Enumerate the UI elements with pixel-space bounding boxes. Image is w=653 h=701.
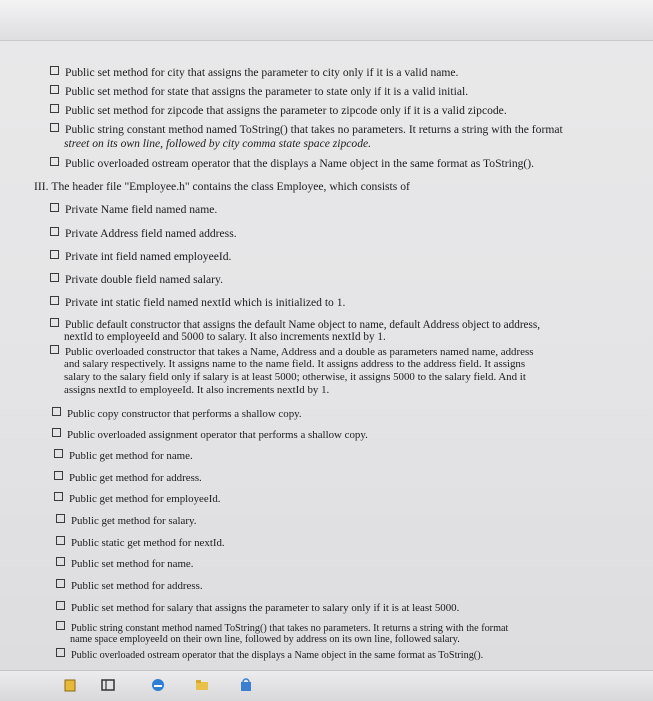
list-item: Public set method for name.	[56, 557, 194, 572]
checkbox-icon	[50, 66, 59, 75]
checkbox-icon	[50, 345, 59, 354]
checkbox-icon	[56, 648, 65, 657]
list-item-continuation: and salary respectively. It assigns name to the name field. It assigns address to the address field. It assigns	[64, 358, 526, 370]
checkbox-icon	[56, 621, 65, 630]
list-item: Private Address field named address.	[50, 227, 237, 241]
checkbox-icon	[50, 296, 59, 305]
list-item: Private int static field named nextId which is initialized to 1.	[50, 296, 345, 310]
list-item: Public copy constructor that performs a shallow copy.	[52, 407, 302, 422]
window-top-bar	[0, 0, 653, 41]
list-item: Public set method for address.	[56, 579, 203, 594]
store-icon[interactable]	[238, 677, 254, 693]
checkbox-icon	[56, 557, 65, 566]
checkbox-icon	[50, 104, 59, 113]
list-item: Public get method for salary.	[56, 514, 196, 529]
list-item: Public get method for name.	[54, 449, 193, 464]
list-item: Public default constructor that assigns the default Name object to name, default Address object to address,	[50, 318, 540, 333]
checkbox-icon	[50, 318, 59, 327]
list-item-continuation: nextId to employeeId and 5000 to salary. It also increments nextId by 1.	[64, 331, 386, 343]
list-item: Public get method for address.	[54, 471, 202, 486]
edge-browser-icon[interactable]	[150, 677, 166, 693]
list-item: Public set method for salary that assigns the parameter to salary only if it is at least 5000.	[56, 601, 459, 616]
list-item: Private int field named employeeId.	[50, 250, 231, 264]
checkbox-icon	[50, 250, 59, 259]
checkbox-icon	[56, 514, 65, 523]
checkbox-icon	[56, 579, 65, 588]
list-item-continuation: assigns nextId to employeeId. It also increments nextId by 1.	[64, 384, 330, 396]
list-item: Public static get method for nextId.	[56, 536, 225, 551]
list-item: Public set method for city that assigns the parameter to city only if it is a valid name.	[50, 66, 458, 80]
document-page	[0, 40, 653, 670]
checkbox-icon	[50, 203, 59, 212]
task-view-icon[interactable]	[100, 677, 116, 693]
checkbox-icon	[54, 492, 63, 501]
checkbox-icon	[50, 227, 59, 236]
checkbox-icon	[52, 407, 61, 416]
checkbox-icon	[50, 157, 59, 166]
list-item: Public set method for state that assigns the parameter to state only if it is a valid initial.	[50, 85, 468, 99]
taskbar-app-icon[interactable]	[62, 677, 78, 693]
list-item: Public overloaded ostream operator that the displays a Name object in the same format as ToString().	[50, 157, 534, 171]
checkbox-icon	[56, 536, 65, 545]
list-item: Public set method for zipcode that assigns the parameter to zipcode only if it is a valid zipcode.	[50, 104, 507, 118]
list-item: Public overloaded assignment operator that performs a shallow copy.	[52, 428, 368, 443]
checkbox-icon	[50, 273, 59, 282]
list-item: Public string constant method named ToString() that takes no parameters. It returns a string with the format	[56, 621, 508, 636]
checkbox-icon	[56, 601, 65, 610]
list-item: Public overloaded constructor that takes a Name, Address and a double as parameters named name, address	[50, 345, 533, 360]
checkbox-icon	[50, 85, 59, 94]
list-item-continuation: street on its own line, followed by city comma state space zipcode.	[64, 137, 372, 150]
section-heading: III. The header file "Employee.h" contains the class Employee, which consists of	[34, 180, 410, 193]
taskbar	[0, 670, 653, 701]
list-item: Private Name field named name.	[50, 203, 217, 217]
checkbox-icon	[50, 123, 59, 132]
checkbox-icon	[52, 428, 61, 437]
list-item: Private double field named salary.	[50, 273, 223, 287]
list-item-continuation: salary to the salary field only if salary is at least 5000; otherwise, it assigns 5000 to the salary field. And it	[64, 371, 526, 383]
list-item: Public get method for employeeId.	[54, 492, 221, 507]
checkbox-icon	[54, 471, 63, 480]
checkbox-icon	[54, 449, 63, 458]
list-item: Public overloaded ostream operator that the displays a Name object in the same format as ToString().	[56, 648, 483, 663]
file-explorer-icon[interactable]	[194, 677, 210, 693]
list-item-continuation: name space employeeId on their own line, followed by address on its own line, followed salary.	[70, 634, 460, 645]
list-item: Public string constant method named ToString() that takes no parameters. It returns a string with the format	[50, 123, 563, 137]
